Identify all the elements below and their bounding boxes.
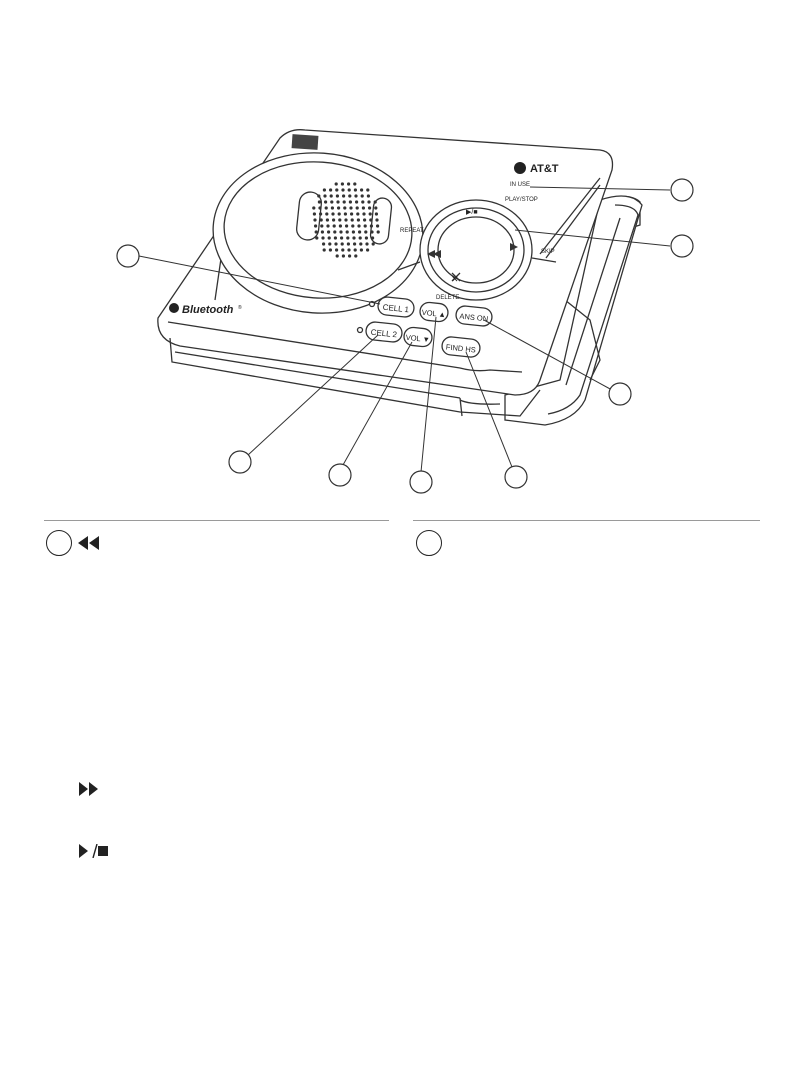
grille-hole [355,200,358,203]
delete-label: DELETE [436,295,460,301]
grille-hole [351,218,354,221]
play-stop-icon [79,844,109,858]
callout-circle-cell1 [117,245,139,267]
right-section-rule [413,520,760,521]
grille-hole [339,224,342,227]
grille-hole [327,230,330,233]
grille-hole [331,206,334,209]
brand-label: AT&T [530,163,559,175]
grille-hole [377,230,380,233]
grille-hole [349,206,352,209]
grille-hole [350,212,353,215]
rewind-icon [78,536,100,550]
in-use-label: IN USE [510,182,531,188]
grille-hole [335,248,338,251]
callout-circle-ring [671,235,693,257]
grille-hole [314,224,317,227]
bluetooth-mark: ® [238,305,242,311]
grille-hole [338,212,341,215]
find-hs-button[interactable] [441,336,481,358]
grille-hole [328,242,331,245]
grille-hole [354,248,357,251]
grille-hole [367,194,370,197]
find-hs-label: FIND HS [445,342,477,355]
grille-hole [323,194,326,197]
grille-hole [356,212,359,215]
left-section-rule [44,520,389,521]
grille-hole [362,212,365,215]
grille-hole [313,218,316,221]
callout-circle-find-hs [505,466,527,488]
grille-hole [361,200,364,203]
grille-hole [348,188,351,191]
grille-hole [370,224,373,227]
callout-circle-cell2 [229,451,251,473]
repeat-label: REPEAT [400,228,424,234]
grille-hole [346,230,349,233]
grille-hole [341,248,344,251]
grille-hole [343,200,346,203]
grille-hole [336,254,339,257]
grille-hole [349,200,352,203]
grille-hole [362,206,365,209]
cell2-label: CELL 2 [370,327,398,340]
grille-hole [333,224,336,227]
grille-hole [370,230,373,233]
right-section-number-circle [416,530,442,556]
grille-hole [315,230,318,233]
grille-hole [339,230,342,233]
play-stop-label: PLAY/STOP [505,197,538,203]
grille-hole [371,236,374,239]
callout-circle-vol-down [329,464,351,486]
grille-hole [329,248,332,251]
grille-hole [358,230,361,233]
grille-hole [366,248,369,251]
grille-hole [323,248,326,251]
grille-hole [354,188,357,191]
grille-hole [365,242,368,245]
vol-down-button[interactable] [403,327,433,348]
cell2-button[interactable] [365,321,403,343]
grille-hole [363,218,366,221]
grille-hole [347,248,350,251]
ans-on-label: ANS ON [459,311,489,324]
grille-hole [357,218,360,221]
grille-hole [341,188,344,191]
grille-hole [375,212,378,215]
grille-hole [343,206,346,209]
grille-hole [359,236,362,239]
top-square [292,134,319,150]
grille-hole [360,248,363,251]
grille-hole [369,218,372,221]
grille-hole [315,236,318,239]
grille-hole [366,188,369,191]
grille-hole [342,194,345,197]
cell1-button[interactable] [377,296,415,318]
grille-hole [334,242,337,245]
grille-hole [375,218,378,221]
grille-hole [318,206,321,209]
grille-hole [351,224,354,227]
grille-hole [330,194,333,197]
grille-hole [335,188,338,191]
grille-hole [346,236,349,239]
grille-hole [313,212,316,215]
grille-hole [374,200,377,203]
grille-hole [376,224,379,227]
vol-up-label: VOL ▲ [421,307,447,320]
grille-hole [353,242,356,245]
vol-down-label: VOL ▼ [405,332,431,345]
grille-hole [361,194,364,197]
ans-on-button[interactable] [455,305,493,327]
callout-circle-vol-up [410,471,432,493]
grille-hole [352,230,355,233]
phone-base-diagram [0,0,795,500]
grille-hole [324,200,327,203]
grille-hole [317,194,320,197]
grille-hole [354,194,357,197]
grille-hole [356,206,359,209]
grille-hole [367,200,370,203]
callout-circle-ans-on [609,383,631,405]
grille-hole [345,224,348,227]
grille-hole [364,224,367,227]
grille-hole [331,212,334,215]
grille-hole [360,188,363,191]
grille-hole [368,206,371,209]
grille-hole [364,230,367,233]
grille-hole [374,206,377,209]
grille-hole [344,218,347,221]
grille-hole [326,224,329,227]
grille-hole [319,212,322,215]
grille-hole [320,218,323,221]
grille-hole [333,230,336,233]
cell1-label: CELL 1 [382,302,410,315]
grille-hole [354,254,357,257]
delete-symbol: ✕ [451,274,459,284]
grille-hole [336,200,339,203]
grille-hole [312,206,315,209]
grille-hole [347,182,350,185]
grille-hole [337,206,340,209]
grille-hole [359,242,362,245]
grille-hole [321,236,324,239]
grille-hole [322,242,325,245]
bluetooth-icon [169,303,179,313]
grille-hole [332,218,335,221]
grille-hole [352,236,355,239]
grille-hole [334,236,337,239]
grille-hole [372,242,375,245]
skip-label: SKIP [541,249,555,255]
grille-hole [338,218,341,221]
grille-hole [344,212,347,215]
grille-hole [342,254,345,257]
grille-hole [357,224,360,227]
grille-hole [329,188,332,191]
grille-hole [341,182,344,185]
grille-hole [341,242,344,245]
grille-hole [325,212,328,215]
brand-globe-icon [514,162,526,174]
grille-hole [353,182,356,185]
grille-hole [321,230,324,233]
grille-hole [348,254,351,257]
grille-hole [328,236,331,239]
grille-hole [348,194,351,197]
vol-up-button[interactable] [419,302,449,323]
grille-hole [369,212,372,215]
grille-hole [326,218,329,221]
grille-hole [340,236,343,239]
fast-forward-icon [79,782,99,796]
play-stop-symbol: ▶/■ [466,209,478,216]
grille-hole [325,206,328,209]
grille-hole [323,188,326,191]
bluetooth-label: Bluetooth [182,304,234,316]
grille-hole [336,194,339,197]
grille-hole [347,242,350,245]
cell2-indicator [358,328,363,333]
callout-circle-in-use [671,179,693,201]
grille-hole [365,236,368,239]
left-section-number-circle [46,530,72,556]
grille-hole [330,200,333,203]
grille-hole [320,224,323,227]
grille-hole [318,200,321,203]
grille-hole [335,182,338,185]
